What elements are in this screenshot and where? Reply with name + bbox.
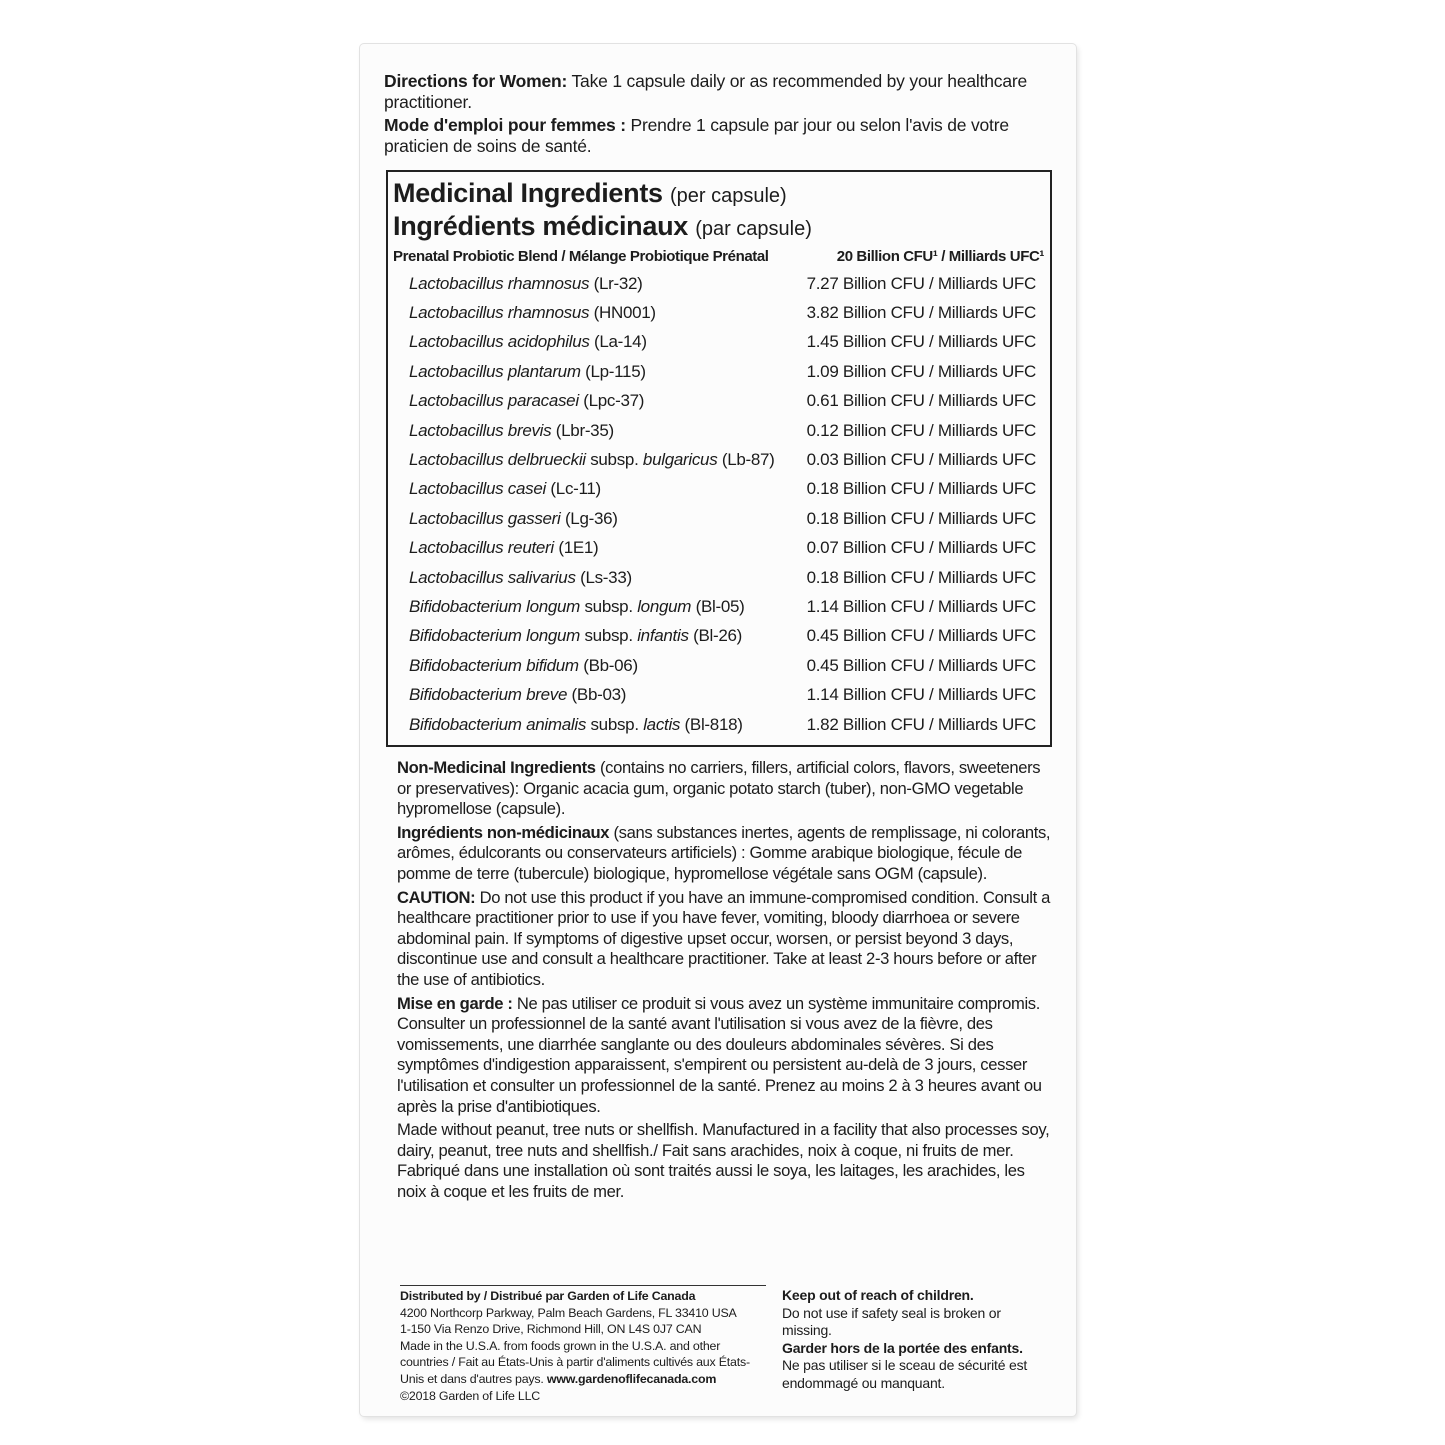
strain-code: (Bl-818) [680,714,743,734]
strain-row [393,563,1044,592]
distributor-block [400,1285,766,1404]
subsp-word: subsp. [580,626,638,646]
subsp-word: subsp. [580,596,638,616]
species-name: Lactobacillus rhamnosus [409,273,590,293]
strain-code: (Ls-33) [575,567,632,587]
caution-en-text: Do not use this product if you have an immune-compromised condition. Consult a healthcare practitioner prior to use if you have fever, vomiting, bloody diarrhoea or severe abdominal pain. If symptoms of digestive upset occur, worsen, or persist beyond 3 days, discontinue use and consult a healthcare practitioner. Take at least 2-3 hours before or after the use of antibiotics. [397,887,1050,989]
species-name: Lactobacillus casei [409,479,546,499]
strain-amount: 0.18 Billion CFU / Milliards UFC [806,567,1036,587]
strain-amount: 0.18 Billion CFU / Milliards UFC [806,508,1036,528]
strain-amount: 1.09 Billion CFU / Milliards UFC [806,361,1036,381]
strain-name [409,421,614,441]
strain-row [393,328,1044,357]
species-name: Lactobacillus paracasei [409,391,579,411]
species-name: Lactobacillus gasseri [409,508,561,528]
species-name: Lactobacillus brevis [409,420,552,440]
subspecies-name: infantis [637,626,689,646]
strain-name [409,274,643,294]
distributor-heading: Distributed by / Distribué par Garden of Life Canada [400,1289,696,1303]
distributor-address-us: 4200 Northcorp Parkway, Palm Beach Gardens, FL 33410 USA [400,1305,737,1320]
subspecies-name: lactis [643,714,681,734]
species-name: Bifidobacterium longum [409,626,581,646]
strain-name [409,685,626,705]
strain-code: (Lg-36) [560,508,618,528]
made-in-text: Made in the U.S.A. from foods grown in the U.S.A. and other countries / Fait au États-Unis à partir d'aliments cultivés aux États-Unis et dans d'autres pays. [400,1338,750,1386]
strain-amount: 0.45 Billion CFU / Milliards UFC [806,655,1036,675]
strain-row [393,387,1044,416]
per-capsule-fr: (par capsule) [695,218,812,240]
per-capsule-en: (per capsule) [669,185,787,207]
strain-amount: 0.45 Billion CFU / Milliards UFC [806,626,1036,646]
strain-code: (Lpc-37) [578,391,645,411]
strain-row [393,445,1044,474]
strain-row [393,680,1044,709]
non-medicinal-en [397,758,1053,820]
strain-amount: 0.03 Billion CFU / Milliards UFC [806,450,1036,470]
strain-code: (HN001) [589,303,656,323]
strain-row [393,298,1044,327]
strain-amount: 1.45 Billion CFU / Milliards UFC [806,332,1036,352]
blend-amount: 20 Billion CFU¹ / Milliards UFC¹ [836,248,1044,265]
strain-name [409,715,743,735]
strain-name [409,332,647,352]
strain-row [393,357,1044,386]
strain-amount: 1.14 Billion CFU / Milliards UFC [806,685,1036,705]
caution-fr-label: Mise en garde : [397,993,513,1013]
medicinal-title-en-text: Medicinal Ingredients [393,178,663,208]
directions-fr-text: Prendre 1 capsule par jour ou selon l'avis de votre praticien de soins de santé. [384,115,1009,156]
strain-row [393,475,1044,504]
medicinal-title-fr [393,211,1044,244]
strain-code: (Lb-87) [717,450,775,470]
non-medicinal-en-text: (contains no carriers, fillers, artificial colors, flavors, sweeteners or preservatives): Organic acacia gum, organic potato starch (tuber), non-GMO vegetable hypromellose (capsule). [397,758,1041,819]
strain-code: (Lc-11) [546,479,601,499]
caution-en [397,888,1053,991]
blend-header-row [393,248,1044,265]
strain-row [393,710,1044,739]
strain-row [393,504,1044,533]
strain-name [409,450,775,470]
non-medicinal-en-label: Non-Medicinal Ingredients [397,758,596,777]
directions-en-text: Take 1 capsule daily or as recommended by your healthcare practitioner. [384,71,1028,112]
child-warning-en-heading: Keep out of reach of children. [782,1287,974,1303]
subsp-word: subsp. [586,714,644,734]
species-name: Bifidobacterium bifidum [409,655,579,675]
strain-name [409,656,638,676]
strain-row [393,416,1044,445]
subspecies-name: bulgaricus [642,450,718,470]
strain-code: (Bl-26) [688,626,742,646]
strain-amount: 0.07 Billion CFU / Milliards UFC [806,538,1036,558]
strain-name [409,479,601,499]
strain-row [393,269,1044,298]
subspecies-name: longum [637,596,692,616]
species-name: Lactobacillus plantarum [409,361,581,381]
species-name: Lactobacillus acidophilus [409,332,590,352]
directions-en-label: Directions for Women: [384,71,568,91]
strain-code: (Bl-05) [691,596,745,616]
strain-row [393,651,1044,680]
strain-name [409,538,598,558]
directions-section [384,71,1052,159]
strain-list [393,269,1044,739]
species-name: Lactobacillus delbrueckii [409,450,586,470]
child-warning-fr-heading: Garder hors de la portée des enfants. [782,1339,1023,1356]
species-name: Bifidobacterium longum [409,596,581,616]
species-name: Bifidobacterium animalis [409,714,587,734]
allergen-statement: Made without peanut, tree nuts or shellfish. Manufactured in a facility that also processes soy, dairy, peanut, tree nuts and shellfish./ Fait sans arachides, noix à coque, ni fruits de mer. Fabriqué dans une installation où sont traités aussi le soya, les laitages, les arachides, les noix à coque et les fruits de mer. [397,1120,1050,1201]
strain-name [409,509,618,529]
strain-name [409,391,644,411]
non-medicinal-fr [397,823,1053,885]
strain-name [409,597,745,617]
distributor-address-ca: 1-150 Via Renzo Drive, Richmond Hill, ON L4S 0J7 CAN [400,1322,702,1337]
strain-name [409,626,742,646]
child-warning-fr-text: Ne pas utiliser si le sceau de sécurité est endommagé ou manquant. [782,1357,1028,1391]
caution-fr-text: Ne pas utiliser ce produit si vous avez un système immunitaire compromis. Consulter un professionnel de la santé avant l'utilisation si vous avez de la fièvre, des vomissements, une diarrhée sanglante ou des douleurs abdominales sévères. Si des symptômes d'indigestion apparaissent, s'empirent ou persistent au-delà de 3 jours, cesser l'utilisation et consulter un professionnel de la santé. Prenez au moins 2 à 3 heures avant ou après la prise d'antibiotiques. [397,993,1042,1116]
caution-fr [397,994,1053,1118]
caution-en-label: CAUTION: [397,887,476,907]
strain-amount: 3.82 Billion CFU / Milliards UFC [806,303,1036,323]
strain-row [393,622,1044,651]
directions-fr [384,115,1052,157]
strain-amount: 0.18 Billion CFU / Milliards UFC [806,479,1036,499]
label-footer [400,1285,1052,1404]
strain-code: (Bb-06) [578,655,638,675]
strain-code: (Lr-32) [589,273,643,293]
subsp-word: subsp. [585,450,643,470]
strain-amount: 1.14 Billion CFU / Milliards UFC [806,596,1036,616]
strain-amount: 1.82 Billion CFU / Milliards UFC [806,714,1036,734]
strain-amount: 0.12 Billion CFU / Milliards UFC [806,420,1036,440]
species-name: Bifidobacterium breve [409,685,568,705]
supplement-label-panel [360,44,1076,1416]
strain-amount: 0.61 Billion CFU / Milliards UFC [806,391,1036,411]
strain-name [409,362,646,382]
species-name: Lactobacillus salivarius [409,567,576,587]
strain-name [409,568,632,588]
non-medicinal-section [397,758,1053,1205]
child-warning-en-text: Do not use if safety seal is broken or missing. [782,1304,1001,1338]
non-medicinal-fr-label: Ingrédients non-médicinaux [397,822,610,842]
child-warning-block [782,1285,1052,1404]
medicinal-ingredients-box [386,170,1052,747]
directions-fr-label: Mode d'emploi pour femmes : [384,115,626,135]
medicinal-title-en [393,178,1044,211]
species-name: Lactobacillus reuteri [409,538,554,558]
species-name: Lactobacillus rhamnosus [409,303,590,323]
strain-row [393,534,1044,563]
copyright-text: ©2018 Garden of Life LLC [400,1388,541,1403]
strain-code: (Lp-115) [580,361,646,381]
non-medicinal-fr-text: (sans substances inertes, agents de remplissage, ni colorants, arômes, édulcorants ou conservateurs artificiels) : Gomme arabique biologique, fécule de pomme de terre (tubercule) biologique, hypromellose végétale sans OGM (capsule). [397,822,1051,883]
strain-code: (Lbr-35) [551,420,614,440]
blend-label: Prenatal Probiotic Blend / Mélange Probiotique Prénatal [393,248,769,265]
strain-code: (La-14) [589,332,647,352]
strain-name [409,303,656,323]
strain-code: (Bb-03) [567,685,627,705]
medicinal-title-fr-text: Ingrédients médicinaux [393,211,688,241]
made-in-statement [400,1338,766,1388]
strain-amount: 7.27 Billion CFU / Milliards UFC [806,273,1036,293]
strain-row [393,592,1044,621]
website-text: www.gardenoflifecanada.com [546,1371,717,1386]
directions-en [384,71,1052,113]
strain-code: (1E1) [553,538,599,558]
